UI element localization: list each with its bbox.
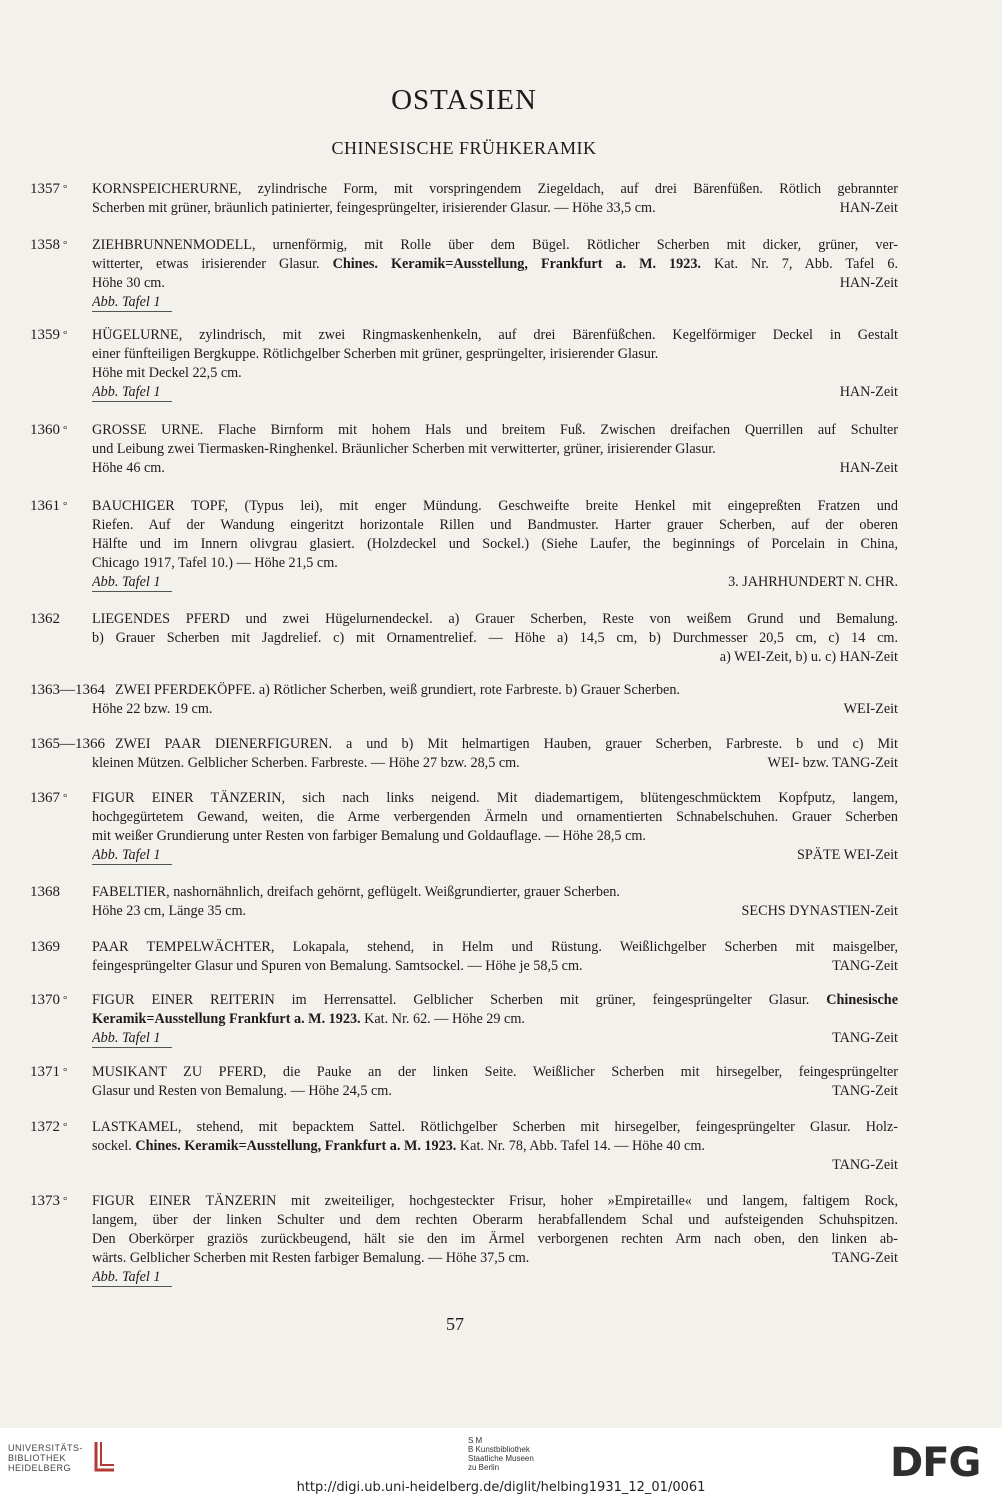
period-label: TANG-Zeit xyxy=(832,1030,898,1046)
catalog-entry: 1372 ° LASTKAMEL, stehend, mit bepacktem Sattel. Rötlichgelber Scherben mit hirsegelber, feingesprüngelter Glasur. Holz- sockel. Chines. Keramik=Ausstellung, Frankfurt a. M. 1923. Kat. Nr. 78, Abb. Tafel 14. — Höhe 40 cm. TANG-Zeit xyxy=(30,1119,898,1173)
entry-number: 1363—1364 xyxy=(30,682,105,698)
plate-reference: Abb. Tafel 1 xyxy=(92,1268,172,1287)
catalog-entry: 1371 ° MUSIKANT ZU PFERD, die Pauke an der linken Seite. Weißlicher Scherben mit hirsegelber, feingesprüngelter Glasur und Resten von Bemalung. — Höhe 24,5 cm. TANG-Zeit xyxy=(30,1064,898,1099)
entry-number: 1357 ° xyxy=(30,181,68,197)
catalog-entry: 1373 ° FIGUR EINER TÄNZERIN mit zweiteiliger, hochgesteckter Frisur, hoher »Empiretaille« und langem, faltigem Rock, langem, über der linken Schulter und dem rechten Oberarm herabfallendem Schal und aufsteigenden Schuhspitzen. Den Oberkörper graziös zurückbeugend, hält sie den im Ärmel verborgenen rechten Arm nach oben, den linken ab- wärts. Gelblicher Scherben mit Resten farbiger Bemalung. — Höhe 37,5 cm. TANG-Zeit Abb. Tafel 1 xyxy=(30,1193,898,1285)
library-logo: UNIVERSITÄTS- BIBLIOTHEK HEIDELBERG xyxy=(8,1443,84,1473)
entry-number: 1360 ° xyxy=(30,422,68,438)
entry-number: 1368 xyxy=(30,884,60,900)
catalog-entry: 1358 ° ZIEHBRUNNENMODELL, urnenförmig, mit Rolle über dem Bügel. Rötlicher Scherben mit dicker, grüner, ver- witterter, etwas irisierender Glasur. Chines. Keramik=Ausstellung, Frankfurt a. M. 1923. Kat. Nr. 7, Abb. Tafel 6. Höhe 30 cm. HAN-Zeit Abb. Tafel 1 xyxy=(30,237,898,310)
period-label: WEI- bzw. TANG-Zeit xyxy=(767,755,898,771)
period-label: HAN-Zeit xyxy=(839,200,898,216)
period-label: HAN-Zeit xyxy=(839,275,898,291)
entry-number: 1359 ° xyxy=(30,327,68,343)
entry-number: 1365—1366 xyxy=(30,736,105,752)
exhibition-reference: Keramik=Ausstellung Frankfurt a. M. 1923. xyxy=(92,1011,361,1027)
entry-number: 1358 ° xyxy=(30,237,68,253)
plate-reference: Abb. Tafel 1 xyxy=(92,1029,172,1048)
dfg-logo: DFG xyxy=(890,1440,981,1486)
period-label: TANG-Zeit xyxy=(832,1250,898,1266)
entry-number: 1361 ° xyxy=(30,498,68,514)
period-label: HAN-Zeit xyxy=(839,384,898,400)
entry-number: 1367 ° xyxy=(30,790,68,806)
entry-number: 1371 ° xyxy=(30,1064,68,1080)
plate-reference: Abb. Tafel 1 xyxy=(92,383,172,402)
period-label: TANG-Zeit xyxy=(832,1157,898,1173)
exhibition-reference: Chines. Keramik=Ausstellung, Frankfurt a. M. 1923. xyxy=(135,1138,457,1154)
period-label: SECHS DYNASTIEN-Zeit xyxy=(741,903,898,919)
exhibition-reference: Chines. Keramik=Ausstellung, Frankfurt a. M. 1923. xyxy=(332,256,701,272)
period-label: HAN-Zeit xyxy=(839,460,898,476)
plate-reference: Abb. Tafel 1 xyxy=(92,293,172,312)
catalog-entry: 1361 ° BAUCHIGER TOPF, (Typus lei), mit enger Mündung. Geschweifte breite Henkel mit eingepreßten Fratzen und Riefen. Auf der Wandung eingeritzt horizontale Rillen und Bandmuster. Harter grauer Scherben, auf der oberen Hälfte und im Innern olivgrau glasiert. (Holzdeckel und Sockel.) (Siehe Laufer, the beginnings of Porcelain in China, Chicago 1917, Tafel 10.) — Höhe 21,5 cm. Abb. Tafel 1 3. JAHRHUNDERT N. CHR. xyxy=(30,498,898,590)
period-label: 3. JAHRHUNDERT N. CHR. xyxy=(728,574,898,590)
entry-number: 1362 xyxy=(30,611,60,627)
exhibition-reference: Chinesische xyxy=(826,992,898,1008)
period-label: TANG-Zeit xyxy=(832,958,898,974)
library-emblem-icon xyxy=(92,1440,118,1474)
section-subtitle: CHINESISCHE FRÜHKERAMIK xyxy=(331,138,597,158)
entry-number: 1370 ° xyxy=(30,992,68,1008)
plate-reference: Abb. Tafel 1 xyxy=(92,846,172,865)
catalog-entry: 1362 LIEGENDES PFERD und zwei Hügelurnendeckel. a) Grauer Scherben, Reste von weißem Grund und Bemalung. b) Grauer Scherben mit Jagdrelief. c) mit Ornamentrelief. — Höhe a) 14,5 cm, b) Durchmesser 20,5 cm, c) 14 cm. a) WEI-Zeit, b) u. c) HAN-Zeit xyxy=(30,611,898,665)
page-number: 57 xyxy=(446,1314,464,1334)
catalog-entry: 1367 ° FIGUR EINER TÄNZERIN, sich nach links neigend. Mit diademartigem, blütengeschmücktem Kopfputz, langem, hochgegürtetem Gewand, weiten, die Arme verbergenden Ärmeln und ornamentierten Schnabelschuhen. Grauer Scherben mit weißer Grundierung unter Resten von farbiger Bemalung und Goldauflage. — Höhe 28,5 cm. Abb. Tafel 1 SPÄTE WEI-Zeit xyxy=(30,790,898,863)
catalog-entry: 1357 ° KORNSPEICHERURNE, zylindrische Form, mit vorspringendem Ziegeldach, auf drei Bärenfüßen. Rötlich gebrannter Scherben mit grüner, bräunlich patinierter, feingesprüngelter, irisierender Glasur. — Höhe 33,5 cm. HAN-Zeit xyxy=(30,181,898,216)
catalog-entry: 1368 FABELTIER, nashornähnlich, dreifach gehörnt, geflügelt. Weißgrundierter, grauer Scherben. Höhe 23 cm, Länge 35 cm. SECHS DYNASTIEN-Zeit xyxy=(30,884,898,919)
period-label: TANG-Zeit xyxy=(832,1083,898,1099)
catalog-entry: 1369 PAAR TEMPELWÄCHTER, Lokapala, stehend, in Helm und Rüstung. Weißlichgelber Scherben mit maisgelber, feingesprüngelter Glasur und Spuren von Bemalung. Samtsockel. — Höhe je 58,5 cm. TANG-Zeit xyxy=(30,939,898,974)
period-label: a) WEI-Zeit, b) u. c) HAN-Zeit xyxy=(719,649,898,665)
plate-reference: Abb. Tafel 1 xyxy=(92,573,172,592)
catalog-entry: 1363—1364 ZWEI PFERDEKÖPFE. a) Rötlicher Scherben, weiß grundiert, rote Farbreste. b) Grauer Scherben. Höhe 22 bzw. 19 cm. WEI-Zeit xyxy=(30,682,898,717)
catalog-entry: 1359 ° HÜGELURNE, zylindrisch, mit zwei Ringmaskenhenkeln, auf drei Bärenfüßchen. Kegelförmiger Deckel in Gestalt einer fünfteiligen Bergkuppe. Rötlichgelber Scherben mit grüner, gesprüngelter, irisierender Glasur. Höhe mit Deckel 22,5 cm. Abb. Tafel 1 HAN-Zeit xyxy=(30,327,898,400)
source-url-link[interactable]: http://digi.ub.uni-heidelberg.de/diglit/helbing1931_12_01/0061 xyxy=(296,1480,706,1495)
page-title: OSTASIEN xyxy=(391,84,537,116)
entry-number: 1372 ° xyxy=(30,1119,68,1135)
entry-number: 1373 ° xyxy=(30,1193,68,1209)
catalog-entry: 1370 ° FIGUR EINER REITERIN im Herrensattel. Gelblicher Scherben mit grüner, feingesprüngelter Glasur. Chinesische Keramik=Ausstellung Frankfurt a. M. 1923. Kat. Nr. 62. — Höhe 29 cm. Abb. Tafel 1 TANG-Zeit xyxy=(30,992,898,1046)
catalog-entry: 1360 ° GROSSE URNE. Flache Birnform mit hohem Hals und breitem Fuß. Zwischen dreifachen Querrillen auf Schulter und Leibung zwei Tiermasken-Ringhenkel. Bräunlicher Scherben mit verwitterter, grüner, irisierender Glasur. Höhe 46 cm. HAN-Zeit xyxy=(30,422,898,476)
period-label: WEI-Zeit xyxy=(843,701,898,717)
catalog-entry: 1365—1366 ZWEI PAAR DIENERFIGUREN. a und b) Mit helmartigen Hauben, grauer Scherben, Farbreste. b und c) Mit kleinen Mützen. Gelblicher Scherben. Farbreste. — Höhe 27 bzw. 28,5 cm. WEI- bzw. TANG-Zeit xyxy=(30,736,898,771)
period-label: SPÄTE WEI-Zeit xyxy=(796,847,898,863)
museum-logo: S M B Kunstbibliothek Staatliche Museen zu Berlin xyxy=(468,1436,534,1472)
entry-number: 1369 xyxy=(30,939,60,955)
